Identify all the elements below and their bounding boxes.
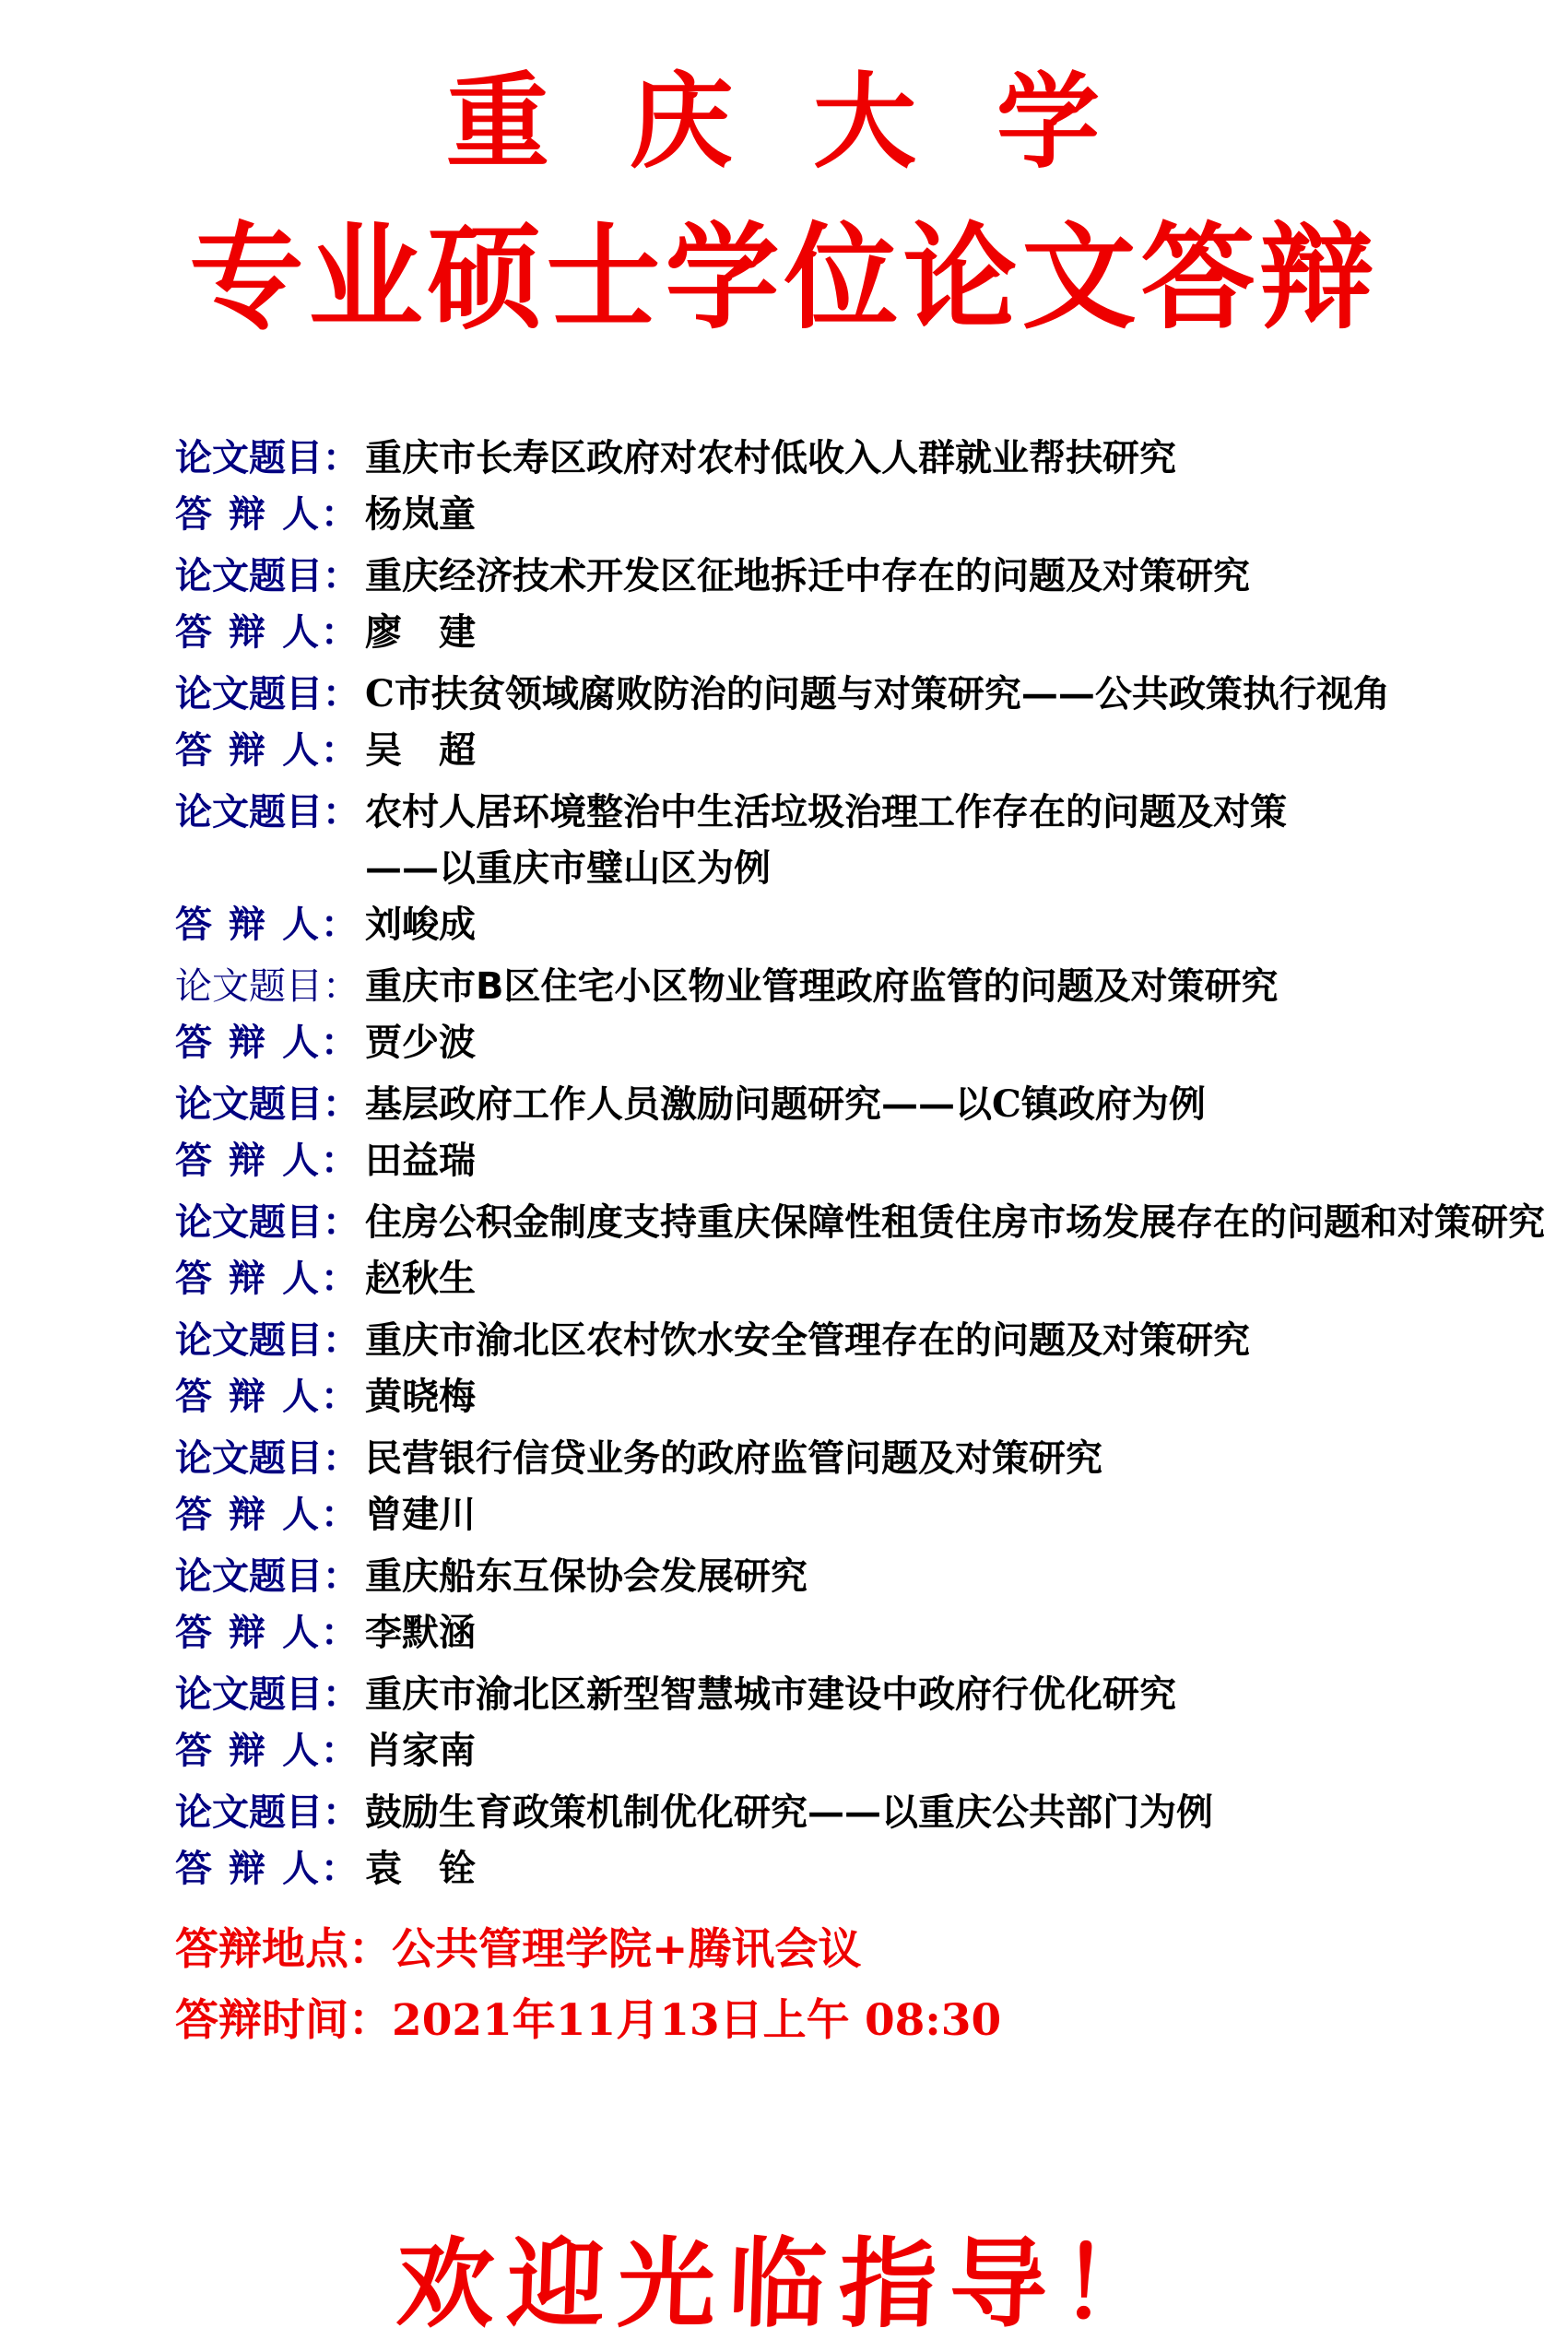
defender-row xyxy=(175,730,1568,771)
defense-time-label: 答辩时间： xyxy=(175,1994,392,2046)
defender-row xyxy=(175,1141,1568,1181)
defender-name: 贾少波 xyxy=(365,1021,476,1064)
thesis-label: 论文题目： xyxy=(175,964,360,1008)
defense-location-row xyxy=(175,1921,1568,1979)
defender-name: 吴 超 xyxy=(365,728,476,772)
defender-label: 答 辩 人： xyxy=(175,492,358,536)
defender-label: 答 辩 人： xyxy=(175,728,358,772)
thesis-title: 农村人居环境整治中生活垃圾治理工作存在的问题及对策 xyxy=(365,789,1287,833)
thesis-title-row xyxy=(175,1556,1568,1597)
defender-label: 答 辩 人： xyxy=(175,1139,358,1182)
defender-name: 廖 建 xyxy=(365,610,476,654)
university-title: 重 庆 大 学 xyxy=(446,63,1122,183)
defender-row xyxy=(175,1849,1568,1889)
thesis-entry xyxy=(175,1556,1568,1653)
defender-row xyxy=(175,1613,1568,1653)
thesis-title-row xyxy=(175,671,1568,715)
defender-label: 答 辩 人： xyxy=(175,1611,358,1654)
entries-list xyxy=(175,438,1568,1889)
thesis-entry xyxy=(175,1320,1568,1417)
defense-location-label: 答辩地点： xyxy=(175,1923,392,1975)
thesis-title-row xyxy=(175,789,1568,833)
thesis-entry xyxy=(175,1792,1568,1889)
thesis-entry xyxy=(175,1438,1568,1535)
defender-name: 赵秋生 xyxy=(365,1257,476,1300)
thesis-title: 重庆市渝北区新型智慧城市建设中政府行优化研究 xyxy=(365,1672,1176,1716)
defender-row xyxy=(175,494,1568,535)
thesis-title: 重庆市长寿区政府对农村低收入人群就业帮扶研究 xyxy=(365,436,1176,479)
defender-row xyxy=(175,1377,1568,1417)
thesis-title: 重庆经济技术开发区征地拆迁中存在的问题及对策研究 xyxy=(365,554,1250,597)
defender-row xyxy=(175,904,1568,945)
thesis-label: 论文题目： xyxy=(175,1082,360,1126)
thesis-entry xyxy=(175,1674,1568,1771)
thesis-title-row xyxy=(175,1202,1568,1243)
defender-name: 黄晓梅 xyxy=(365,1375,476,1418)
thesis-label: 论文题目： xyxy=(175,1200,360,1244)
defender-name: 袁 铨 xyxy=(365,1847,476,1890)
defense-location-value: 公共管理学院+腾讯会议 xyxy=(392,1923,862,1975)
closing-banner: 欢迎光临指导！ xyxy=(395,2225,1173,2341)
defender-label: 答 辩 人： xyxy=(175,1375,358,1418)
defender-name: 田益瑞 xyxy=(365,1139,476,1182)
thesis-title-row xyxy=(175,1792,1568,1833)
thesis-label: 论文题目： xyxy=(175,1672,360,1716)
thesis-label: 论文题目： xyxy=(175,790,360,833)
thesis-label: 论文题目： xyxy=(175,1436,360,1480)
defender-name: 杨岚童 xyxy=(365,492,476,536)
defender-name: 肖家南 xyxy=(365,1729,476,1772)
thesis-title: 住房公积金制度支持重庆保障性租赁住房市场发展存在的问题和对策研究 xyxy=(365,1200,1545,1244)
thesis-label: 论文题目： xyxy=(175,1318,360,1362)
thesis-title: C市扶贫领域腐败防治的问题与对策研究——公共政策执行视角 xyxy=(365,671,1390,715)
thesis-title: 鼓励生育政策机制优化研究——以重庆公共部门为例 xyxy=(365,1790,1213,1834)
thesis-label: 论文题目： xyxy=(175,436,360,479)
thesis-label: 论文题目： xyxy=(175,1554,360,1598)
defender-label: 答 辩 人： xyxy=(175,1847,358,1890)
thesis-title-row xyxy=(175,438,1568,479)
defender-name: 刘峻成 xyxy=(365,903,476,946)
defender-label: 答 辩 人： xyxy=(175,1493,358,1536)
defender-name: 曾建川 xyxy=(365,1493,476,1536)
thesis-title: 基层政府工作人员激励问题研究——以C镇政府为例 xyxy=(365,1081,1206,1126)
defender-label: 答 辩 人： xyxy=(175,1257,358,1300)
thesis-entry xyxy=(175,556,1568,653)
thesis-entry xyxy=(175,1202,1568,1299)
thesis-title: 重庆市渝北区农村饮水安全管理存在的问题及对策研究 xyxy=(365,1318,1250,1362)
defender-name: 李默涵 xyxy=(365,1611,476,1654)
defender-row xyxy=(175,1022,1568,1063)
thesis-title-row xyxy=(175,966,1568,1007)
defender-label: 答 辩 人： xyxy=(175,1021,358,1064)
thesis-entry xyxy=(175,1081,1568,1182)
defense-time-value: 2021年11月13日上午 08:30 xyxy=(392,1994,1002,2046)
defense-time-row xyxy=(175,1992,1568,2050)
thesis-title-row xyxy=(175,1081,1568,1126)
event-title: 专业硕士学位论文答辩 xyxy=(189,212,1379,346)
defender-row xyxy=(175,1731,1568,1771)
thesis-title: 民营银行信贷业务的政府监管问题及对策研究 xyxy=(365,1436,1102,1480)
defender-row xyxy=(175,1495,1568,1535)
thesis-label: 论文题目： xyxy=(175,672,360,715)
thesis-title: 重庆船东互保协会发展研究 xyxy=(365,1554,808,1598)
defender-label: 答 辩 人： xyxy=(175,1729,358,1772)
thesis-entry xyxy=(175,966,1568,1063)
thesis-title: 重庆市B区住宅小区物业管理政府监管的问题及对策研究 xyxy=(365,964,1279,1008)
thesis-title-row xyxy=(175,1674,1568,1715)
footer-info xyxy=(175,1921,1568,2050)
defender-row xyxy=(175,612,1568,653)
thesis-title-row xyxy=(175,556,1568,597)
defender-label: 答 辩 人： xyxy=(175,610,358,654)
thesis-title-row xyxy=(175,1438,1568,1479)
thesis-entry xyxy=(175,438,1568,535)
thesis-title-continuation: ——以重庆市璧山区为例 xyxy=(365,845,771,890)
thesis-label: 论文题目： xyxy=(175,1791,360,1834)
thesis-entry xyxy=(175,671,1568,772)
thesis-title-row xyxy=(175,1320,1568,1361)
thesis-label: 论文题目： xyxy=(175,554,360,597)
thesis-entry xyxy=(175,789,1568,946)
defender-row xyxy=(175,1259,1568,1299)
defender-label: 答 辩 人： xyxy=(175,903,358,946)
